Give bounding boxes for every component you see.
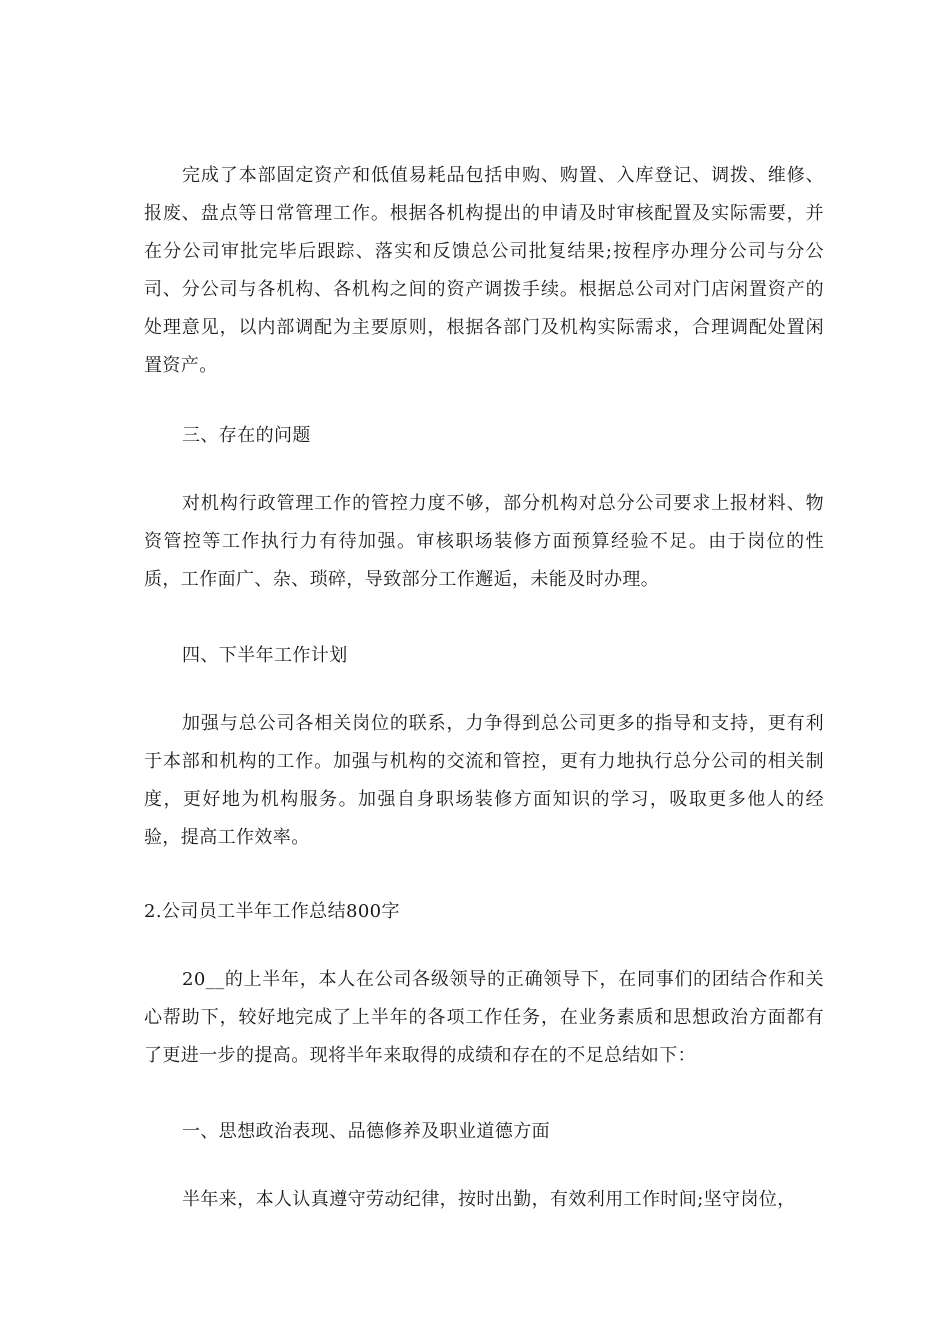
section-heading-political-moral: 一、思想政治表现、品德修养及职业道德方面 bbox=[182, 1121, 550, 1142]
paragraph-existing-problems: 对机构行政管理工作的管控力度不够，部分机构对总分公司要求上报材料、物资管控等工作执行力有待加强。审核职场装修方面预算经验不足。由于岗位的性质，工作面广、杂、琐碎，导致部分工作邂逅，未能及时办理。 bbox=[144, 493, 824, 590]
paragraph-half-year-intro: 20__的上半年，本人在公司各级领导的正确领导下，在同事们的团结合作和关心帮助下，较好地完成了上半年的各项工作任务，在业务素质和思想政治方面都有了更进一步的提高。现将半年来取得的成绩和存在的不足总结如下： bbox=[144, 969, 824, 1066]
section-heading-existing-problems: 三、存在的问题 bbox=[182, 425, 311, 446]
article-title-half-year-summary: 2.公司员工半年工作总结800字 bbox=[144, 901, 400, 922]
section-heading-second-half-plan: 四、下半年工作计划 bbox=[182, 645, 348, 666]
paragraph-political-moral: 半年来，本人认真遵守劳动纪律，按时出勤，有效利用工作时间;坚守岗位， bbox=[182, 1189, 796, 1210]
paragraph-asset-management: 完成了本部固定资产和低值易耗品包括申购、购置、入库登记、调拨、维修、报废、盘点等日常管理工作。根据各机构提出的申请及时审核配置及实际需要，并在分公司审批完毕后跟踪、落实和反馈总公司批复结果;按程序办理分公司与分公司、分公司与各机构、各机构之间的资产调拨手续。根据总公司对门店闲置资产的处理意见，以内部调配为主要原则，根据各部门及机构实际需求，合理调配处置闲置资产。 bbox=[144, 165, 824, 376]
paragraph-second-half-plan: 加强与总公司各相关岗位的联系，力争得到总公司更多的指导和支持，更有利于本部和机构的工作。加强与机构的交流和管控，更有力地执行总分公司的相关制度，更好地为机构服务。加强自身职场装修方面知识的学习，吸取更多他人的经验，提高工作效率。 bbox=[144, 713, 824, 848]
